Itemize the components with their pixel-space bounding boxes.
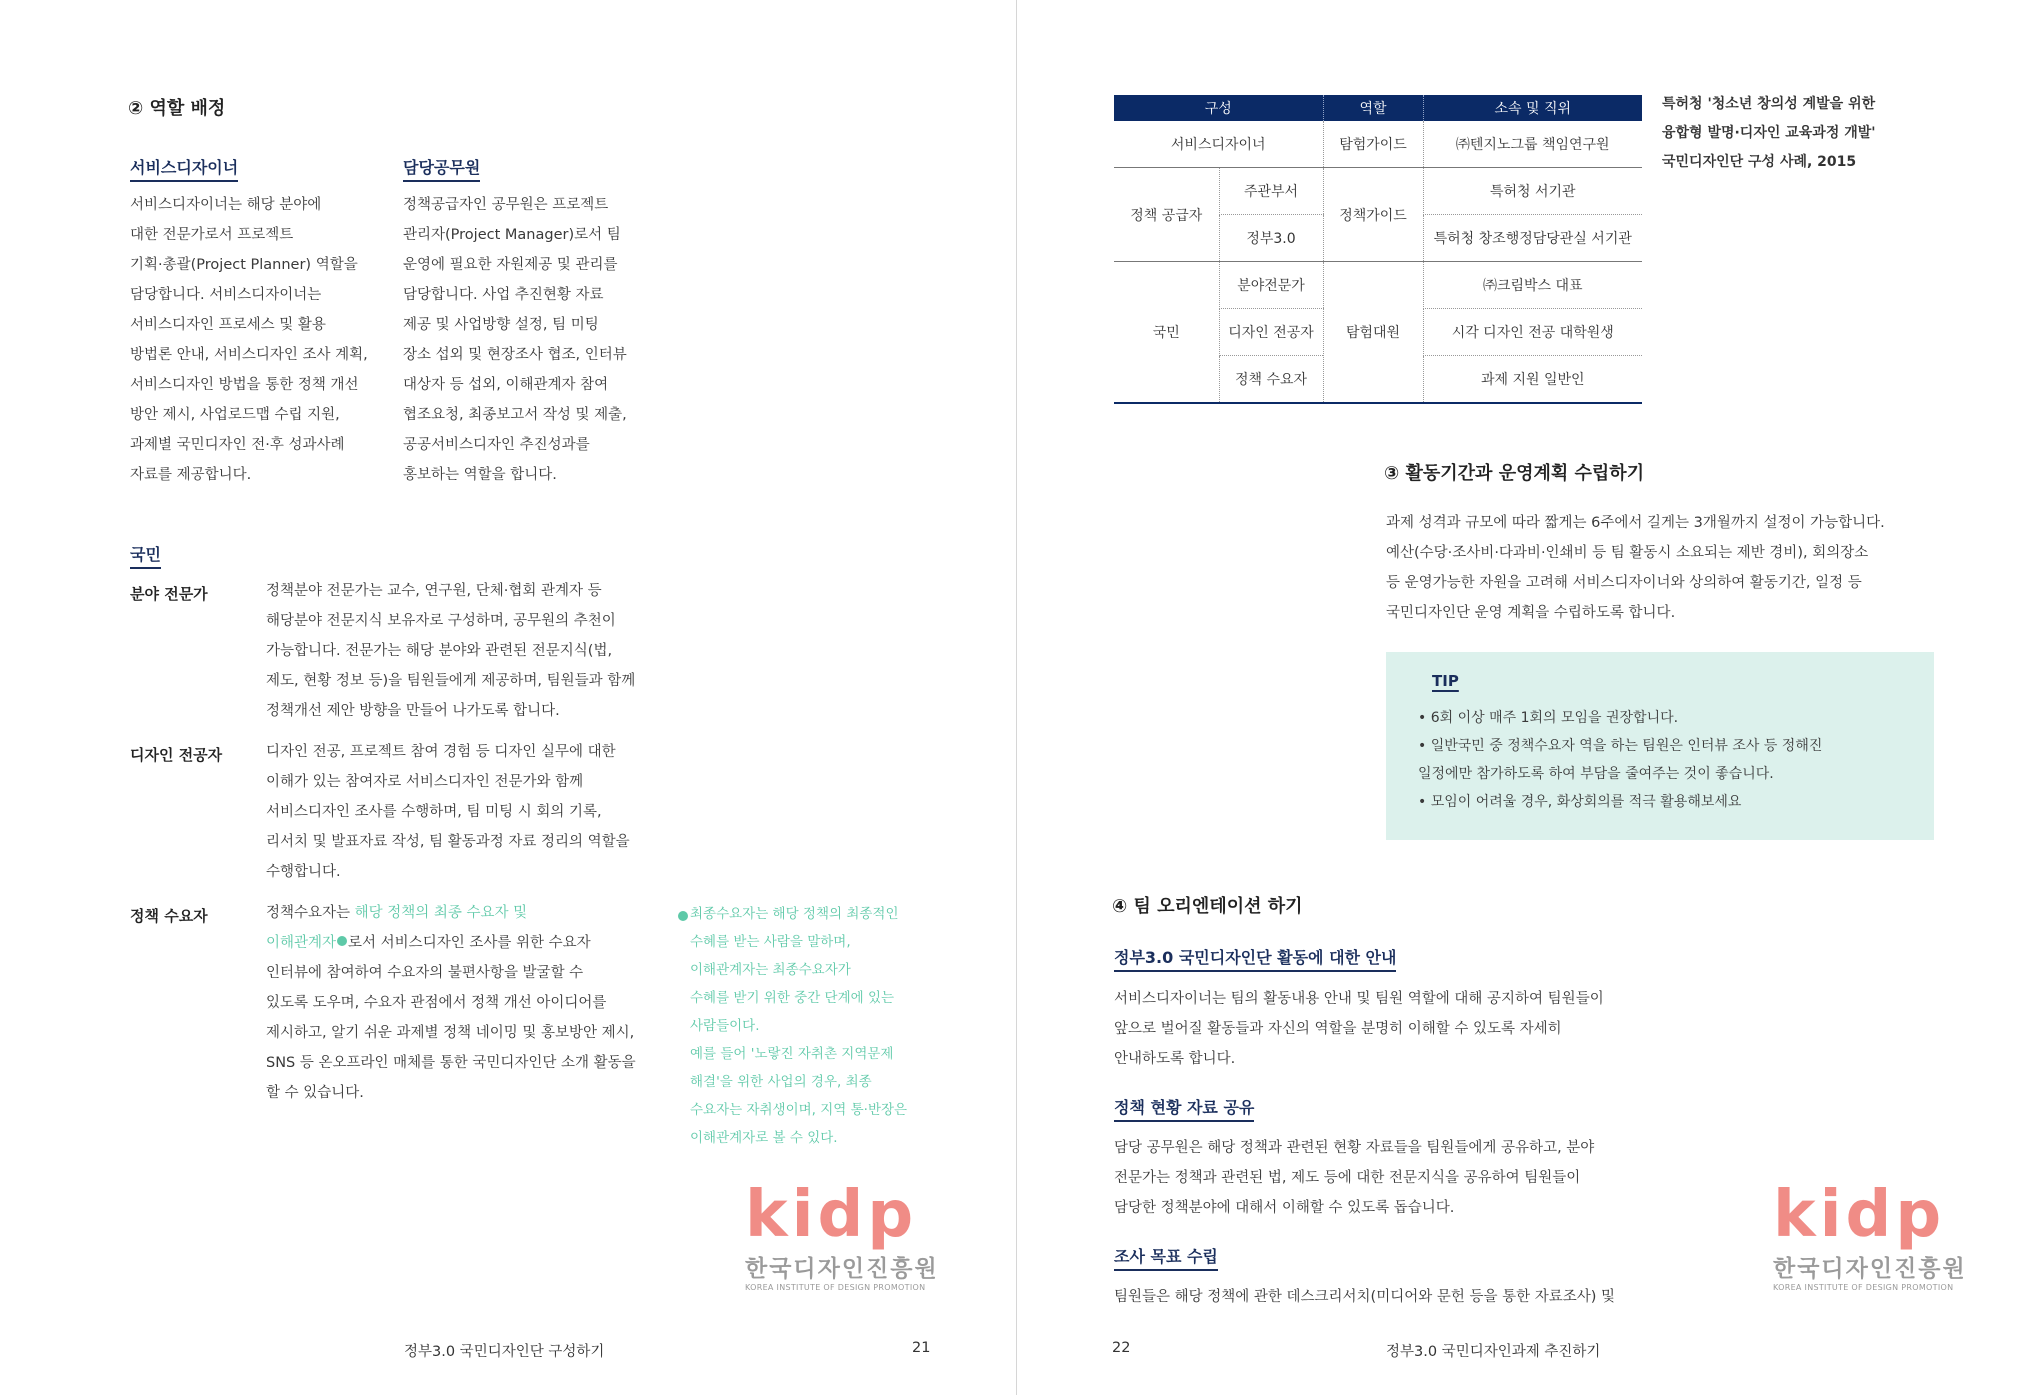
footnote-dot-icon [337, 936, 347, 946]
tip-title: TIP [1432, 672, 1459, 690]
table-header-composition: 구성 [1114, 95, 1323, 121]
table-header-row [1114, 95, 1642, 121]
tip-item-3: • 모임이 어려울 경우, 화상회의를 적극 활용해보세요 [1418, 794, 1742, 810]
design-major-term: 디자인 전공자 [130, 746, 223, 764]
orientation-sub-title-2: 정책 현황 자료 공유 [1114, 1095, 1254, 1122]
table-cell-supplier-group: 정책 공급자 [1114, 168, 1219, 262]
policy-demand-line2-plain: 로서 서비스디자인 조사를 위한 수요자 [348, 935, 591, 951]
policy-demand-line1-highlight: 해당 정책의 최종 수요자 및 [354, 905, 528, 921]
kidp-logo-english: KOREA INSTITUTE OF DESIGN PROMOTION [1773, 1283, 1954, 1292]
team-orientation-heading: ④ 팀 오리엔테이션 하기 [1112, 896, 1303, 917]
service-designer-title: 서비스디자이너 [130, 155, 238, 182]
orientation-text-2: 담당 공무원은 해당 정책과 관련된 현황 자료들을 팀원들에게 공유하고, 분야 전문가는 정책과 관련된 법, 제도 등에 대한 전문지식을 공유하여 팀원들이 담당한 정책분야에 대해서 이해할 수 있도록 돕습니다. [1114, 1140, 1595, 1216]
side-note-dot-icon [678, 911, 688, 921]
table-cell-affiliation: ㈜텐지노그룹 책임연구원 [1423, 121, 1642, 168]
table-cell-sub: 디자인 전공자 [1219, 309, 1323, 356]
side-note: 최종수요자는 해당 정책의 최종적인 수혜를 받는 사람을 말하며, 이해관계자는 최종수요자가 수혜를 받기 위한 중간 단계에 있는 사람들이다. 예를 들어 '노랗진 자취촌 지역문제 해결'을 위한 사업의 경우, 최종 수요자는 자취생이며, 지역 통·반장은 이해관계자로 볼 수 있다. [690, 906, 908, 1146]
page-number-left: 21 [912, 1340, 931, 1356]
table-cell-sub: 주관부서 [1219, 168, 1323, 215]
table-row [1114, 121, 1642, 168]
expert-text: 정책분야 전문가는 교수, 연구원, 단체·협회 관계자 등 해당분야 전문지식 보유자로 구성하며, 공무원의 추천이 가능합니다. 전문가는 해당 분야와 관련된 전문지식(법, 제도, 현황 정보 등)을 팀원들에게 제공하며, 팀원들과 함께 정책개선 제안 방향을 만들어 나가도록 합니다. [266, 583, 636, 719]
policy-demand-text: 인터뷰에 참여하여 수요자의 불편사항을 발굴할 수 있도록 도우며, 수요자 관점에서 정책 개선 아이디어를 제시하고, 알기 쉬운 과제별 정책 네이밍 및 홍보방안 제시, SNS 등 온오프라인 매체를 통한 국민디자인단 소개 활동을 할 수 있습니다. [266, 965, 636, 1101]
right-page [1018, 0, 2022, 1395]
kidp-logo-korean: 한국디자인진흥원 [1773, 1256, 1967, 1282]
expert-term: 분야 전문가 [130, 585, 208, 603]
table-cell-sub: 분야전문가 [1219, 262, 1323, 309]
table-header-role: 역할 [1323, 95, 1423, 121]
policy-demand-line2 [266, 928, 676, 958]
orientation-text-3: 팀원들은 해당 정책에 관한 데스크리서치(미디어와 문헌 등을 통한 자료조사) 및 [1114, 1289, 1616, 1305]
kidp-logo-mark: kidp [1773, 1178, 1946, 1252]
kidp-logo-korean: 한국디자인진흥원 [745, 1256, 939, 1282]
table-cell-supplier-role: 정책가이드 [1323, 168, 1423, 262]
activity-period-text: 과제 성격과 규모에 따라 짧게는 6주에서 길게는 3개월까지 설정이 가능합니다. 예산(수당·조사비·다과비·인쇄비 등 팀 활동시 소요되는 제반 경비), 회의장소 등 운영가능한 자원을 고려해 서비스디자이너와 상의하여 활동기간, 일정 등 국민디자인단 운영 계획을 수립하도록 합니다. [1386, 515, 1885, 621]
service-designer-text: 서비스디자이너는 해당 분야에 대한 전문가로서 프로젝트 기획·총괄(Project Planner) 역할을 담당합니다. 서비스디자이너는 서비스디자인 프로세스 및 활용 방법론 안내, 서비스디자인 조사 계획, 서비스디자인 방법을 통한 정책 개선 방안 제시, 사업로드맵 수립 지원, 과제별 국민디자인 전·후 성과사례 자료를 제공합니다. [130, 197, 368, 483]
table-cell-citizen-role: 탐험대원 [1323, 262, 1423, 404]
table-cell-role: 탐험가이드 [1323, 121, 1423, 168]
policy-demand-term: 정책 수요자 [130, 907, 208, 925]
table-cell-affiliation: 특허청 서기관 [1423, 168, 1642, 215]
tip-item-2: • 일반국민 중 정책수요자 역을 하는 팀원은 인터뷰 조사 등 정해진 일정에만 참가하도록 하여 부담을 줄여주는 것이 좋습니다. [1418, 738, 1823, 782]
kidp-logo-right [1773, 1178, 1967, 1292]
table-cell-affiliation: 특허청 창조행정담당관실 서기관 [1423, 215, 1642, 262]
kidp-logo-left [745, 1178, 939, 1292]
role-assignment-heading: ② 역할 배정 [128, 98, 226, 119]
orientation-text-1: 서비스디자이너는 팀의 활동내용 안내 및 팀원 역할에 대해 공지하여 팀원들이 앞으로 벌어질 활동들과 자신의 역할을 분명히 이해할 수 있도록 자세히 안내하도록 합니다. [1114, 991, 1604, 1067]
table-header-affiliation: 소속 및 직위 [1423, 95, 1642, 121]
table-row [1114, 262, 1642, 309]
table-cell-affiliation: 시각 디자인 전공 대학원생 [1423, 309, 1642, 356]
policy-demand-line2-highlight: 이해관계자 [266, 935, 337, 951]
table-cell-citizen-group: 국민 [1114, 262, 1219, 404]
page-number-right: 22 [1112, 1340, 1131, 1356]
table-cell-affiliation: ㈜크림박스 대표 [1423, 262, 1642, 309]
table-cell-service-designer: 서비스디자이너 [1114, 121, 1323, 168]
table-row [1114, 168, 1642, 215]
kidp-logo-mark: kidp [745, 1178, 918, 1252]
footer-title-right: 정부3.0 국민디자인과제 추진하기 [1386, 1344, 1601, 1360]
kidp-logo-english: KOREA INSTITUTE OF DESIGN PROMOTION [745, 1283, 926, 1292]
orientation-sub-title-3: 조사 목표 수립 [1114, 1244, 1218, 1271]
table-cell-sub: 정책 수요자 [1219, 356, 1323, 404]
activity-period-heading: ③ 활동기간과 운영계획 수립하기 [1384, 463, 1645, 484]
officer-text: 정책공급자인 공무원은 프로젝트 관리자(Project Manager)로서 팀 운영에 필요한 자원제공 및 관리를 담당합니다. 사업 추진현황 자료 제공 및 사업방향 설정, 팀 미팅 장소 섭외 및 현장조사 협조, 인터뷰 대상자 등 섭외, 이해관계자 참여 협조요청, 최종보고서 작성 및 제출, 공공서비스디자인 추진성과를 홍보하는 역할을 합니다. [403, 197, 627, 483]
orientation-sub-title-1: 정부3.0 국민디자인단 활동에 대한 안내 [1114, 945, 1396, 972]
policy-demand-line1 [266, 898, 676, 928]
table-cell-affiliation: 과제 지원 일반인 [1423, 356, 1642, 404]
tip-box [1386, 652, 1934, 840]
citizen-title: 국민 [130, 542, 161, 569]
team-composition-table [1114, 95, 1642, 404]
design-major-text: 디자인 전공, 프로젝트 참여 경험 등 디자인 실무에 대한 이해가 있는 참여자로 서비스디자인 전문가와 함께 서비스디자인 조사를 수행하며, 팀 미팅 시 회의 기록, 리서치 및 발표자료 작성, 팀 활동과정 자료 정리의 역할을 수행합니다. [266, 744, 630, 880]
table-caption: 특허청 '청소년 창의성 계발을 위한 융합형 발명·디자인 교육과정 개발' 국민디자인단 구성 사례, 2015 [1662, 96, 1876, 170]
footer-title-left: 정부3.0 국민디자인단 구성하기 [404, 1344, 605, 1360]
tip-item-1: • 6회 이상 매주 1회의 모임을 권장합니다. [1418, 710, 1679, 726]
policy-demand-line1-plain: 정책수요자는 [266, 905, 355, 921]
officer-title: 담당공무원 [403, 155, 480, 182]
table-cell-sub: 정부3.0 [1219, 215, 1323, 262]
